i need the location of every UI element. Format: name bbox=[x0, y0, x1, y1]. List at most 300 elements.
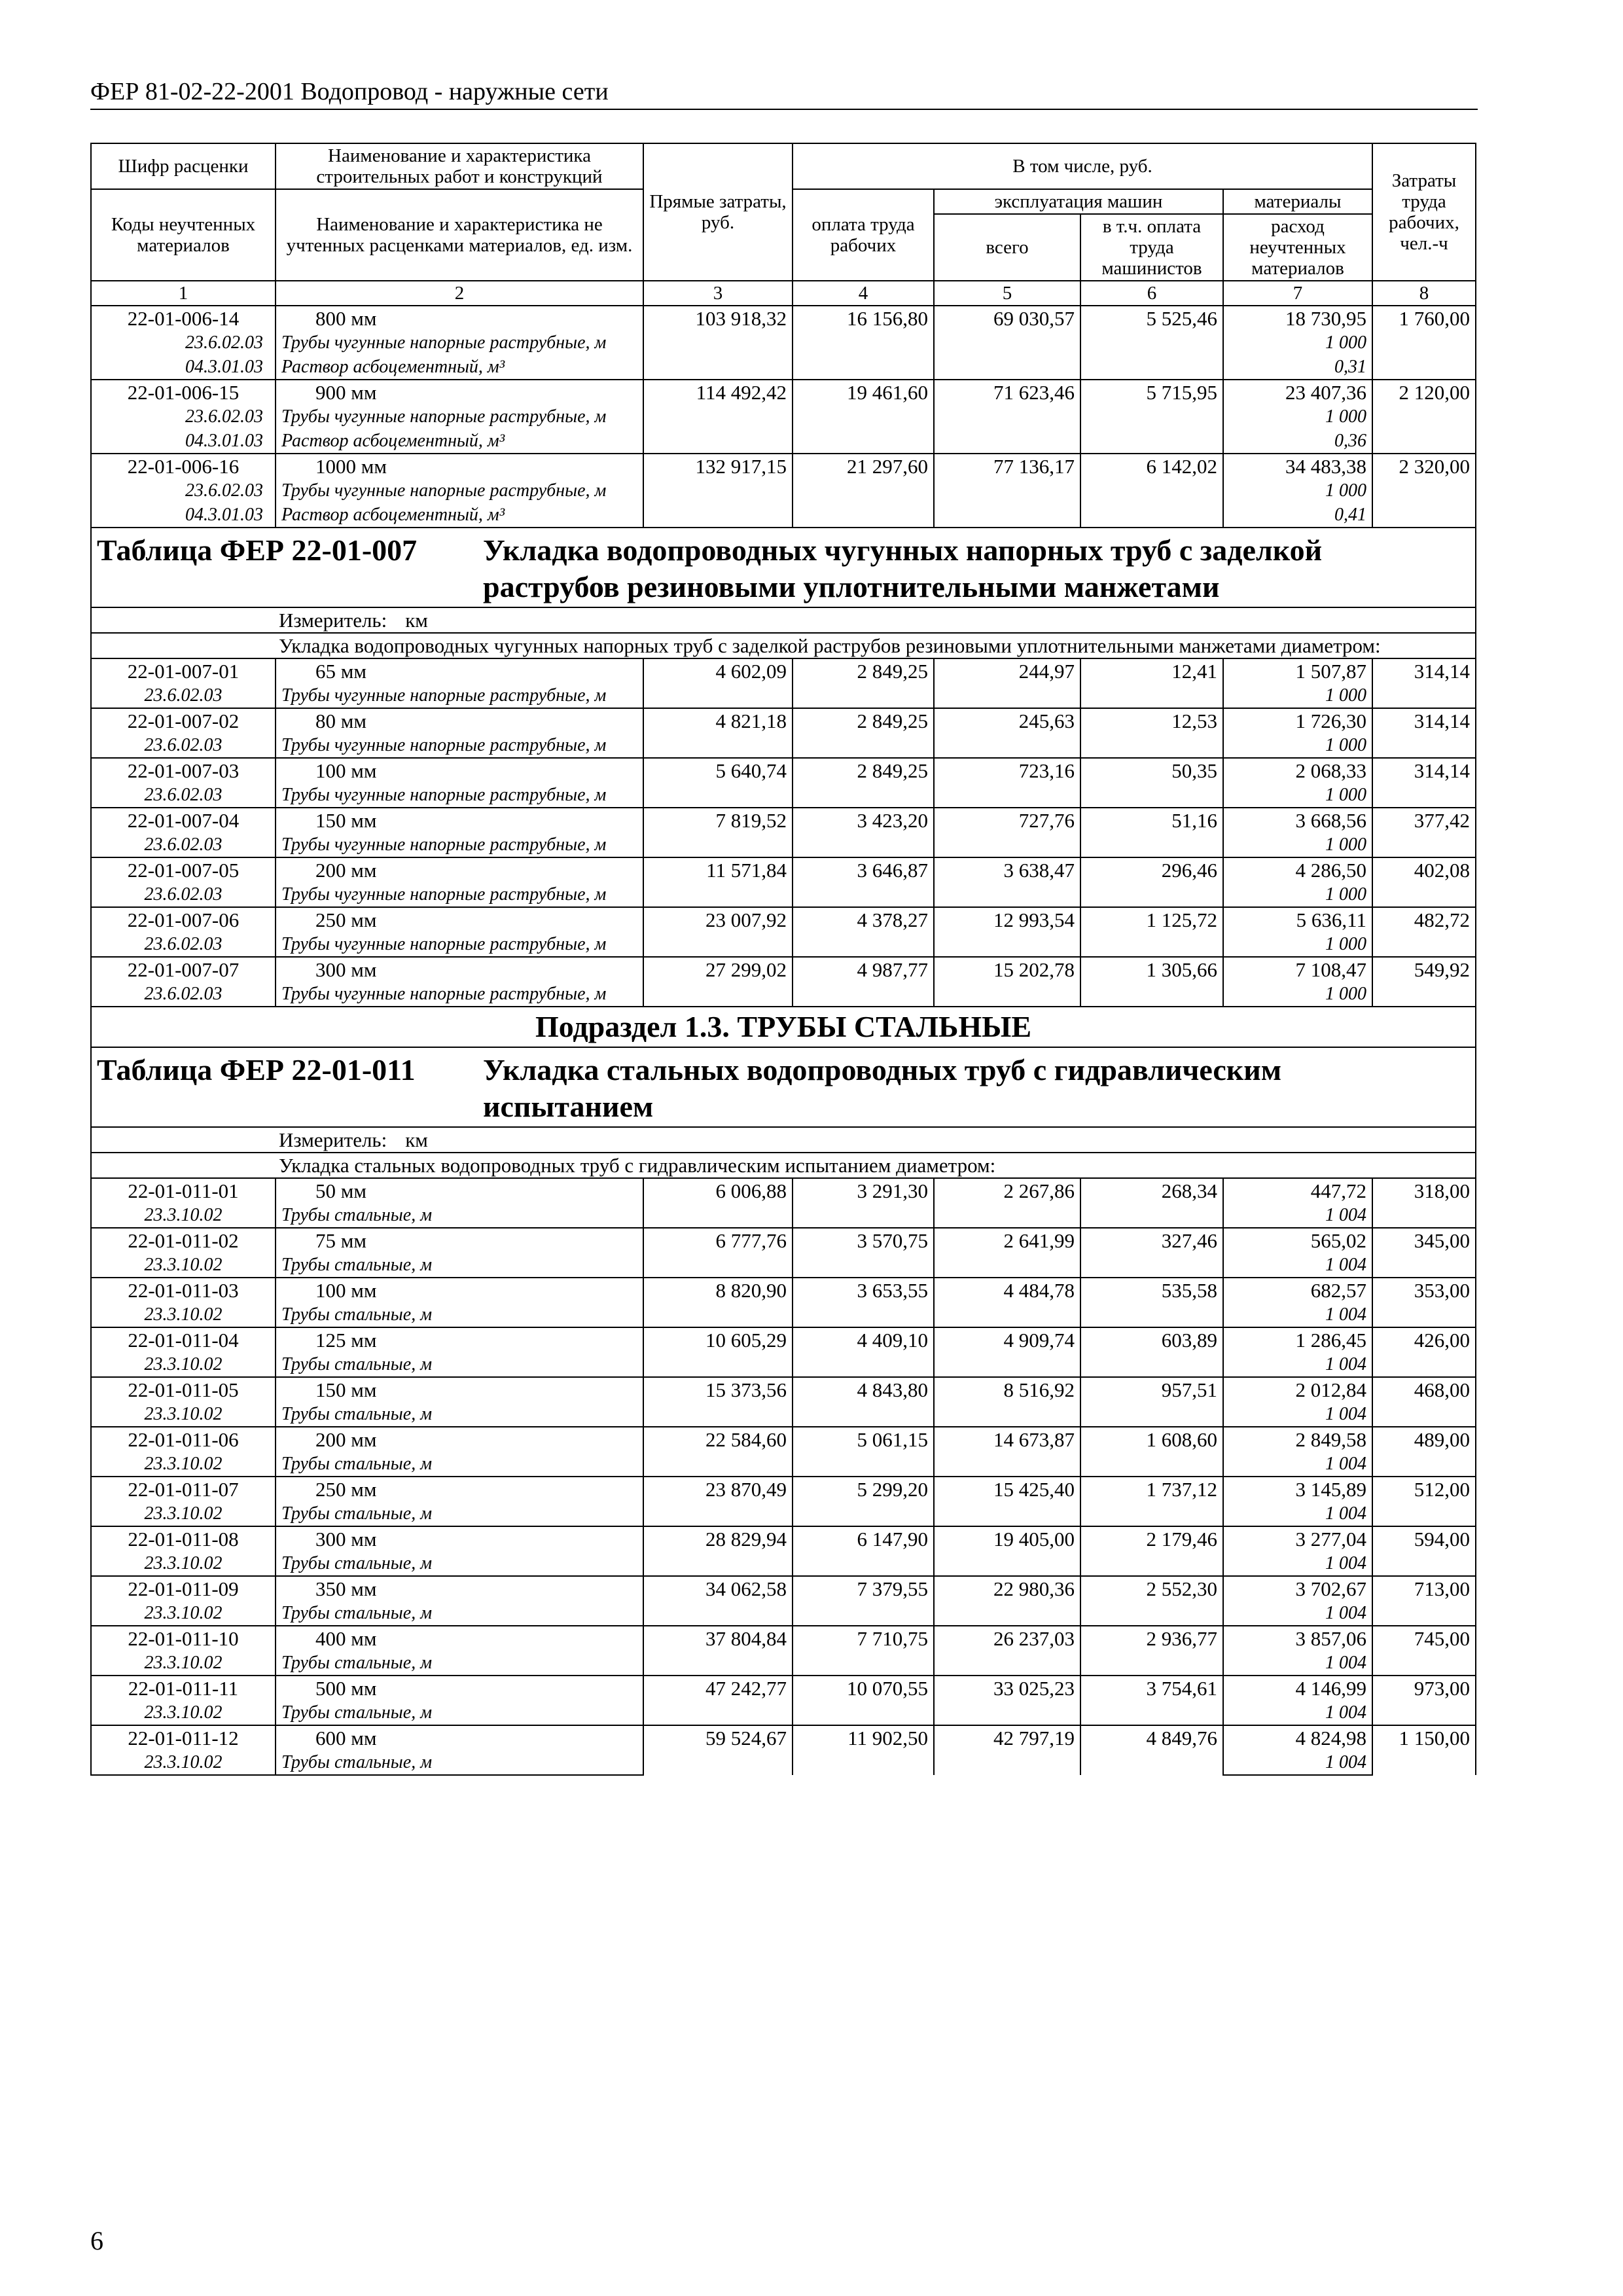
rate-code: 22-01-011-04 bbox=[91, 1327, 276, 1352]
rate-code: 22-01-006-14 bbox=[91, 306, 276, 331]
rate-name: 350 мм bbox=[276, 1576, 643, 1601]
material-name: Трубы чугунные напорные раструбные, м bbox=[276, 733, 643, 758]
material-code: 04.3.01.03 bbox=[91, 355, 276, 380]
material-usage: 1 000 bbox=[1223, 733, 1372, 758]
rate-row bbox=[91, 758, 1476, 783]
rate-code: 22-01-011-02 bbox=[91, 1228, 276, 1253]
direct-cost: 23 870,49 bbox=[643, 1477, 793, 1526]
rate-row bbox=[91, 1427, 1476, 1452]
material-usage: 0,41 bbox=[1223, 503, 1372, 528]
rate-code: 22-01-007-03 bbox=[91, 758, 276, 783]
machines-labor: 1 305,66 bbox=[1080, 957, 1223, 1007]
machines-labor: 535,58 bbox=[1080, 1278, 1223, 1327]
machines-total: 245,63 bbox=[934, 708, 1080, 758]
rate-name: 300 мм bbox=[276, 957, 643, 982]
measure-unit: км bbox=[405, 609, 428, 632]
material-usage: 0,36 bbox=[1223, 429, 1372, 454]
machines-total: 4 484,78 bbox=[934, 1278, 1080, 1327]
direct-cost: 7 819,52 bbox=[643, 808, 793, 857]
material-name: Раствор асбоцементный, м³ bbox=[276, 503, 643, 528]
rate-name: 125 мм bbox=[276, 1327, 643, 1352]
header-rule bbox=[90, 109, 1478, 110]
rate-name: 200 мм bbox=[276, 857, 643, 882]
materials-cost: 565,02 bbox=[1223, 1228, 1372, 1253]
rate-row bbox=[91, 658, 1476, 683]
material-usage: 1 004 bbox=[1223, 1402, 1372, 1427]
direct-cost: 132 917,15 bbox=[643, 454, 793, 528]
rate-code: 22-01-011-11 bbox=[91, 1676, 276, 1700]
rate-row bbox=[91, 1576, 1476, 1601]
material-code: 23.6.02.03 bbox=[91, 478, 276, 503]
materials-cost: 3 277,04 bbox=[1223, 1526, 1372, 1551]
rate-code: 22-01-007-05 bbox=[91, 857, 276, 882]
machines-labor: 50,35 bbox=[1080, 758, 1223, 808]
material-name: Трубы чугунные напорные раструбные, м bbox=[276, 478, 643, 503]
material-code: 23.3.10.02 bbox=[91, 1302, 276, 1327]
table-intro: Укладка водопроводных чугунных напорных труб с заделкой раструбов резиновыми уплотнительными манжетами диаметром: bbox=[91, 633, 1476, 658]
labor-hours: 2 120,00 bbox=[1372, 380, 1476, 454]
th-direct: Прямые затраты, руб. bbox=[643, 143, 793, 281]
material-code: 23.3.10.02 bbox=[91, 1750, 276, 1775]
machines-total: 2 641,99 bbox=[934, 1228, 1080, 1278]
direct-cost: 4 821,18 bbox=[643, 708, 793, 758]
table-intro: Укладка стальных водопроводных труб с гидравлическим испытанием диаметром: bbox=[91, 1153, 1476, 1178]
labor-hours: 2 320,00 bbox=[1372, 454, 1476, 528]
machines-labor: 51,16 bbox=[1080, 808, 1223, 857]
th-machines-total: всего bbox=[934, 214, 1080, 281]
rate-row bbox=[91, 808, 1476, 833]
material-name: Трубы стальные, м bbox=[276, 1501, 643, 1526]
material-code: 23.6.02.03 bbox=[91, 331, 276, 355]
rate-name: 65 мм bbox=[276, 658, 643, 683]
machines-total: 19 405,00 bbox=[934, 1526, 1080, 1576]
machines-total: 3 638,47 bbox=[934, 857, 1080, 907]
rate-name: 900 мм bbox=[276, 380, 643, 404]
material-usage: 1 000 bbox=[1223, 783, 1372, 808]
labor-hours: 745,00 bbox=[1372, 1626, 1476, 1676]
labor-hours: 426,00 bbox=[1372, 1327, 1476, 1377]
material-usage: 1 004 bbox=[1223, 1651, 1372, 1676]
machines-total: 69 030,57 bbox=[934, 306, 1080, 380]
rate-code: 22-01-011-09 bbox=[91, 1576, 276, 1601]
materials-cost: 4 824,98 bbox=[1223, 1725, 1372, 1750]
rate-row bbox=[91, 1278, 1476, 1302]
material-usage: 1 004 bbox=[1223, 1302, 1372, 1327]
rate-code: 22-01-011-06 bbox=[91, 1427, 276, 1452]
measure-label: Измеритель: bbox=[279, 1128, 387, 1151]
material-name: Трубы стальные, м bbox=[276, 1203, 643, 1228]
machines-labor: 12,41 bbox=[1080, 658, 1223, 708]
material-name: Раствор асбоцементный, м³ bbox=[276, 355, 643, 380]
material-code: 23.6.02.03 bbox=[91, 932, 276, 957]
machines-total: 14 673,87 bbox=[934, 1427, 1080, 1477]
material-code: 23.3.10.02 bbox=[91, 1452, 276, 1477]
rate-row bbox=[91, 454, 1476, 478]
material-name: Трубы стальные, м bbox=[276, 1750, 643, 1775]
machines-labor: 2 179,46 bbox=[1080, 1526, 1223, 1576]
measure-row bbox=[91, 607, 1476, 633]
col-number: 3 bbox=[643, 281, 793, 306]
direct-cost: 28 829,94 bbox=[643, 1526, 793, 1576]
rate-name: 200 мм bbox=[276, 1427, 643, 1452]
materials-cost: 4 286,50 bbox=[1223, 857, 1372, 882]
table-label: Таблица ФЕР 22-01-007 bbox=[97, 533, 418, 567]
rate-row bbox=[91, 957, 1476, 982]
material-name: Трубы стальные, м bbox=[276, 1651, 643, 1676]
material-name: Трубы стальные, м bbox=[276, 1601, 643, 1626]
materials-cost: 7 108,47 bbox=[1223, 957, 1372, 982]
rate-row bbox=[91, 907, 1476, 932]
th-materials: материалы bbox=[1223, 189, 1372, 214]
th-machines-labor: в т.ч. оплата труда машинистов bbox=[1080, 214, 1223, 281]
material-usage: 1 004 bbox=[1223, 1203, 1372, 1228]
th-codes: Коды неучтенных материалов bbox=[91, 189, 276, 281]
rate-code: 22-01-011-12 bbox=[91, 1725, 276, 1750]
labor-hours: 314,14 bbox=[1372, 758, 1476, 808]
material-name: Трубы чугунные напорные раструбные, м bbox=[276, 683, 643, 708]
materials-cost: 1 726,30 bbox=[1223, 708, 1372, 733]
th-shifr: Шифр расценки bbox=[91, 143, 276, 189]
rate-name: 800 мм bbox=[276, 306, 643, 331]
measure-label: Измеритель: bbox=[279, 609, 387, 632]
rate-code: 22-01-007-02 bbox=[91, 708, 276, 733]
material-name: Трубы чугунные напорные раструбные, м bbox=[276, 932, 643, 957]
material-name: Трубы чугунные напорные раструбные, м bbox=[276, 833, 643, 857]
material-code: 23.3.10.02 bbox=[91, 1203, 276, 1228]
rate-code: 22-01-007-01 bbox=[91, 658, 276, 683]
material-name: Раствор асбоцементный, м³ bbox=[276, 429, 643, 454]
rate-name: 250 мм bbox=[276, 1477, 643, 1501]
th-materials-use: расход неучтенных материалов bbox=[1223, 214, 1372, 281]
measure-unit: км bbox=[405, 1128, 428, 1151]
material-usage: 1 004 bbox=[1223, 1551, 1372, 1576]
col-number: 2 bbox=[276, 281, 643, 306]
rate-row bbox=[91, 1626, 1476, 1651]
rate-row bbox=[91, 708, 1476, 733]
machines-labor: 296,46 bbox=[1080, 857, 1223, 907]
material-usage: 1 004 bbox=[1223, 1253, 1372, 1278]
labor-pay: 2 849,25 bbox=[793, 758, 934, 808]
direct-cost: 6 006,88 bbox=[643, 1178, 793, 1228]
th-labor-pay: оплата труда рабочих bbox=[793, 189, 934, 281]
rate-name: 600 мм bbox=[276, 1725, 643, 1750]
th-name2: Наименование и характеристика не учтенных расценками материалов, ед. изм. bbox=[276, 189, 643, 281]
machines-labor: 6 142,02 bbox=[1080, 454, 1223, 528]
materials-cost: 682,57 bbox=[1223, 1278, 1372, 1302]
th-incl: В том числе, руб. bbox=[793, 143, 1372, 189]
labor-pay: 10 070,55 bbox=[793, 1676, 934, 1725]
labor-pay: 6 147,90 bbox=[793, 1526, 934, 1576]
machines-labor: 1 608,60 bbox=[1080, 1427, 1223, 1477]
col-number: 8 bbox=[1372, 281, 1476, 306]
labor-pay: 2 849,25 bbox=[793, 658, 934, 708]
machines-total: 244,97 bbox=[934, 658, 1080, 708]
rate-row bbox=[91, 306, 1476, 331]
material-usage: 1 004 bbox=[1223, 1452, 1372, 1477]
direct-cost: 103 918,32 bbox=[643, 306, 793, 380]
material-usage: 0,31 bbox=[1223, 355, 1372, 380]
table-label: Таблица ФЕР 22-01-011 bbox=[97, 1053, 416, 1086]
page-number: 6 bbox=[90, 2226, 103, 2255]
labor-hours: 512,00 bbox=[1372, 1477, 1476, 1526]
rate-name: 75 мм bbox=[276, 1228, 643, 1253]
table-title-007 bbox=[91, 528, 1476, 607]
labor-pay: 11 902,50 bbox=[793, 1725, 934, 1775]
rate-code: 22-01-011-08 bbox=[91, 1526, 276, 1551]
material-usage: 1 000 bbox=[1223, 833, 1372, 857]
direct-cost: 8 820,90 bbox=[643, 1278, 793, 1327]
labor-hours: 713,00 bbox=[1372, 1576, 1476, 1626]
materials-cost: 2 012,84 bbox=[1223, 1377, 1372, 1402]
labor-hours: 318,00 bbox=[1372, 1178, 1476, 1228]
machines-total: 4 909,74 bbox=[934, 1327, 1080, 1377]
material-code: 23.3.10.02 bbox=[91, 1501, 276, 1526]
rate-row bbox=[91, 857, 1476, 882]
rate-code: 22-01-011-07 bbox=[91, 1477, 276, 1501]
direct-cost: 47 242,77 bbox=[643, 1676, 793, 1725]
material-usage: 1 004 bbox=[1223, 1700, 1372, 1725]
labor-hours: 482,72 bbox=[1372, 907, 1476, 957]
th-name: Наименование и характеристика строительных работ и конструкций bbox=[276, 143, 643, 189]
material-usage: 1 004 bbox=[1223, 1352, 1372, 1377]
labor-hours: 377,42 bbox=[1372, 808, 1476, 857]
materials-cost: 23 407,36 bbox=[1223, 380, 1372, 404]
rate-code: 22-01-011-03 bbox=[91, 1278, 276, 1302]
rate-row bbox=[91, 1725, 1476, 1750]
material-name: Трубы стальные, м bbox=[276, 1402, 643, 1427]
materials-cost: 1 507,87 bbox=[1223, 658, 1372, 683]
rate-code: 22-01-007-07 bbox=[91, 957, 276, 982]
labor-pay: 4 378,27 bbox=[793, 907, 934, 957]
material-code: 23.3.10.02 bbox=[91, 1352, 276, 1377]
machines-labor: 1 737,12 bbox=[1080, 1477, 1223, 1526]
labor-pay: 3 646,87 bbox=[793, 857, 934, 907]
rate-row bbox=[91, 1526, 1476, 1551]
machines-labor: 2 552,30 bbox=[1080, 1576, 1223, 1626]
labor-hours: 594,00 bbox=[1372, 1526, 1476, 1576]
col-number: 6 bbox=[1080, 281, 1223, 306]
rate-name: 100 мм bbox=[276, 1278, 643, 1302]
machines-labor: 327,46 bbox=[1080, 1228, 1223, 1278]
rate-row bbox=[91, 1178, 1476, 1203]
material-code: 23.6.02.03 bbox=[91, 982, 276, 1007]
material-code: 23.6.02.03 bbox=[91, 733, 276, 758]
rate-row bbox=[91, 1477, 1476, 1501]
material-code: 23.3.10.02 bbox=[91, 1651, 276, 1676]
rate-name: 250 мм bbox=[276, 907, 643, 932]
labor-pay: 16 156,80 bbox=[793, 306, 934, 380]
labor-pay: 2 849,25 bbox=[793, 708, 934, 758]
labor-pay: 3 291,30 bbox=[793, 1178, 934, 1228]
material-usage: 1 000 bbox=[1223, 331, 1372, 355]
material-usage: 1 000 bbox=[1223, 982, 1372, 1007]
rate-name: 150 мм bbox=[276, 808, 643, 833]
material-usage: 1 000 bbox=[1223, 683, 1372, 708]
labor-pay: 5 299,20 bbox=[793, 1477, 934, 1526]
rate-name: 300 мм bbox=[276, 1526, 643, 1551]
rates-table bbox=[90, 143, 1476, 1776]
labor-hours: 973,00 bbox=[1372, 1676, 1476, 1725]
page-header: ФЕР 81-02-22-2001 Водопровод - наружные сети bbox=[90, 78, 609, 105]
material-code: 23.3.10.02 bbox=[91, 1402, 276, 1427]
labor-pay: 4 409,10 bbox=[793, 1327, 934, 1377]
labor-hours: 314,14 bbox=[1372, 708, 1476, 758]
rate-code: 22-01-007-04 bbox=[91, 808, 276, 833]
direct-cost: 6 777,76 bbox=[643, 1228, 793, 1278]
material-usage: 1 004 bbox=[1223, 1601, 1372, 1626]
machines-total: 723,16 bbox=[934, 758, 1080, 808]
machines-labor: 5 525,46 bbox=[1080, 306, 1223, 380]
material-name: Трубы стальные, м bbox=[276, 1352, 643, 1377]
labor-hours: 468,00 bbox=[1372, 1377, 1476, 1427]
material-name: Трубы чугунные напорные раструбные, м bbox=[276, 882, 643, 907]
labor-pay: 3 423,20 bbox=[793, 808, 934, 857]
rate-row bbox=[91, 1228, 1476, 1253]
material-usage: 1 000 bbox=[1223, 932, 1372, 957]
direct-cost: 4 602,09 bbox=[643, 658, 793, 708]
col-number: 4 bbox=[793, 281, 934, 306]
material-code: 04.3.01.03 bbox=[91, 429, 276, 454]
direct-cost: 34 062,58 bbox=[643, 1576, 793, 1626]
labor-pay: 3 570,75 bbox=[793, 1228, 934, 1278]
labor-hours: 1 150,00 bbox=[1372, 1725, 1476, 1775]
rate-row bbox=[91, 380, 1476, 404]
material-code: 23.6.02.03 bbox=[91, 783, 276, 808]
material-code: 23.6.02.03 bbox=[91, 404, 276, 429]
materials-cost: 3 668,56 bbox=[1223, 808, 1372, 833]
table-title: Укладка водопроводных чугунных напорных труб с заделкой раструбов резиновыми уплотнительными манжетами bbox=[483, 533, 1323, 603]
machines-total: 8 516,92 bbox=[934, 1377, 1080, 1427]
rate-name: 80 мм bbox=[276, 708, 643, 733]
rate-row bbox=[91, 1377, 1476, 1402]
rate-code: 22-01-006-15 bbox=[91, 380, 276, 404]
labor-hours: 489,00 bbox=[1372, 1427, 1476, 1477]
direct-cost: 59 524,67 bbox=[643, 1725, 793, 1775]
machines-total: 22 980,36 bbox=[934, 1576, 1080, 1626]
machines-labor: 957,51 bbox=[1080, 1377, 1223, 1427]
rate-code: 22-01-007-06 bbox=[91, 907, 276, 932]
materials-cost: 34 483,38 bbox=[1223, 454, 1372, 478]
machines-total: 727,76 bbox=[934, 808, 1080, 857]
direct-cost: 114 492,42 bbox=[643, 380, 793, 454]
labor-hours: 314,14 bbox=[1372, 658, 1476, 708]
machines-total: 15 202,78 bbox=[934, 957, 1080, 1007]
labor-hours: 1 760,00 bbox=[1372, 306, 1476, 380]
material-name: Трубы стальные, м bbox=[276, 1253, 643, 1278]
labor-pay: 7 379,55 bbox=[793, 1576, 934, 1626]
material-code: 23.6.02.03 bbox=[91, 683, 276, 708]
direct-cost: 37 804,84 bbox=[643, 1626, 793, 1676]
rate-code: 22-01-011-10 bbox=[91, 1626, 276, 1651]
machines-total: 12 993,54 bbox=[934, 907, 1080, 957]
materials-cost: 3 702,67 bbox=[1223, 1576, 1372, 1601]
labor-hours: 353,00 bbox=[1372, 1278, 1476, 1327]
rate-name: 400 мм bbox=[276, 1626, 643, 1651]
material-code: 23.3.10.02 bbox=[91, 1253, 276, 1278]
material-code: 23.6.02.03 bbox=[91, 833, 276, 857]
machines-total: 71 623,46 bbox=[934, 380, 1080, 454]
rate-name: 150 мм bbox=[276, 1377, 643, 1402]
materials-cost: 5 636,11 bbox=[1223, 907, 1372, 932]
material-usage: 1 000 bbox=[1223, 478, 1372, 503]
labor-hours: 549,92 bbox=[1372, 957, 1476, 1007]
rate-name: 50 мм bbox=[276, 1178, 643, 1203]
materials-cost: 2 849,58 bbox=[1223, 1427, 1372, 1452]
rate-code: 22-01-011-05 bbox=[91, 1377, 276, 1402]
material-name: Трубы стальные, м bbox=[276, 1551, 643, 1576]
measure-row bbox=[91, 1127, 1476, 1153]
machines-labor: 5 715,95 bbox=[1080, 380, 1223, 454]
material-name: Трубы стальные, м bbox=[276, 1452, 643, 1477]
labor-pay: 5 061,15 bbox=[793, 1427, 934, 1477]
rate-name: 100 мм bbox=[276, 758, 643, 783]
materials-cost: 3 145,89 bbox=[1223, 1477, 1372, 1501]
rate-code: 22-01-006-16 bbox=[91, 454, 276, 478]
direct-cost: 23 007,92 bbox=[643, 907, 793, 957]
machines-labor: 268,34 bbox=[1080, 1178, 1223, 1228]
materials-cost: 1 286,45 bbox=[1223, 1327, 1372, 1352]
direct-cost: 15 373,56 bbox=[643, 1377, 793, 1427]
machines-labor: 603,89 bbox=[1080, 1327, 1223, 1377]
material-code: 23.3.10.02 bbox=[91, 1601, 276, 1626]
col-number: 1 bbox=[91, 281, 276, 306]
material-name: Трубы стальные, м bbox=[276, 1302, 643, 1327]
machines-total: 77 136,17 bbox=[934, 454, 1080, 528]
labor-pay: 4 843,80 bbox=[793, 1377, 934, 1427]
material-code: 04.3.01.03 bbox=[91, 503, 276, 528]
col-number: 5 bbox=[934, 281, 1080, 306]
rate-name: 1000 мм bbox=[276, 454, 643, 478]
rate-name: 500 мм bbox=[276, 1676, 643, 1700]
material-usage: 1 004 bbox=[1223, 1501, 1372, 1526]
table-title: Укладка стальных водопроводных труб с гидравлическим испытанием bbox=[483, 1053, 1282, 1123]
material-code: 23.6.02.03 bbox=[91, 882, 276, 907]
th-labor-cost: Затраты труда рабочих, чел.-ч bbox=[1372, 143, 1476, 281]
direct-cost: 10 605,29 bbox=[643, 1327, 793, 1377]
section-heading: Подраздел 1.3. ТРУБЫ СТАЛЬНЫЕ bbox=[91, 1007, 1476, 1047]
rate-code: 22-01-011-01 bbox=[91, 1178, 276, 1203]
table-title-011 bbox=[91, 1047, 1476, 1127]
labor-pay: 7 710,75 bbox=[793, 1626, 934, 1676]
labor-pay: 4 987,77 bbox=[793, 957, 934, 1007]
machines-total: 42 797,19 bbox=[934, 1725, 1080, 1775]
material-name: Трубы чугунные напорные раструбные, м bbox=[276, 404, 643, 429]
machines-labor: 2 936,77 bbox=[1080, 1626, 1223, 1676]
material-name: Трубы чугунные напорные раструбные, м bbox=[276, 982, 643, 1007]
labor-pay: 21 297,60 bbox=[793, 454, 934, 528]
direct-cost: 5 640,74 bbox=[643, 758, 793, 808]
direct-cost: 22 584,60 bbox=[643, 1427, 793, 1477]
material-usage: 1 004 bbox=[1223, 1750, 1372, 1775]
labor-pay: 19 461,60 bbox=[793, 380, 934, 454]
material-name: Трубы чугунные напорные раструбные, м bbox=[276, 783, 643, 808]
th-machines: эксплуатация машин bbox=[934, 189, 1223, 214]
machines-total: 2 267,86 bbox=[934, 1178, 1080, 1228]
material-code: 23.3.10.02 bbox=[91, 1700, 276, 1725]
materials-cost: 4 146,99 bbox=[1223, 1676, 1372, 1700]
rate-row bbox=[91, 1327, 1476, 1352]
labor-hours: 345,00 bbox=[1372, 1228, 1476, 1278]
machines-total: 26 237,03 bbox=[934, 1626, 1080, 1676]
materials-cost: 3 857,06 bbox=[1223, 1626, 1372, 1651]
material-name: Трубы чугунные напорные раструбные, м bbox=[276, 331, 643, 355]
materials-cost: 447,72 bbox=[1223, 1178, 1372, 1203]
machines-labor: 4 849,76 bbox=[1080, 1725, 1223, 1775]
machines-labor: 12,53 bbox=[1080, 708, 1223, 758]
material-usage: 1 000 bbox=[1223, 882, 1372, 907]
labor-hours: 402,08 bbox=[1372, 857, 1476, 907]
col-number: 7 bbox=[1223, 281, 1372, 306]
